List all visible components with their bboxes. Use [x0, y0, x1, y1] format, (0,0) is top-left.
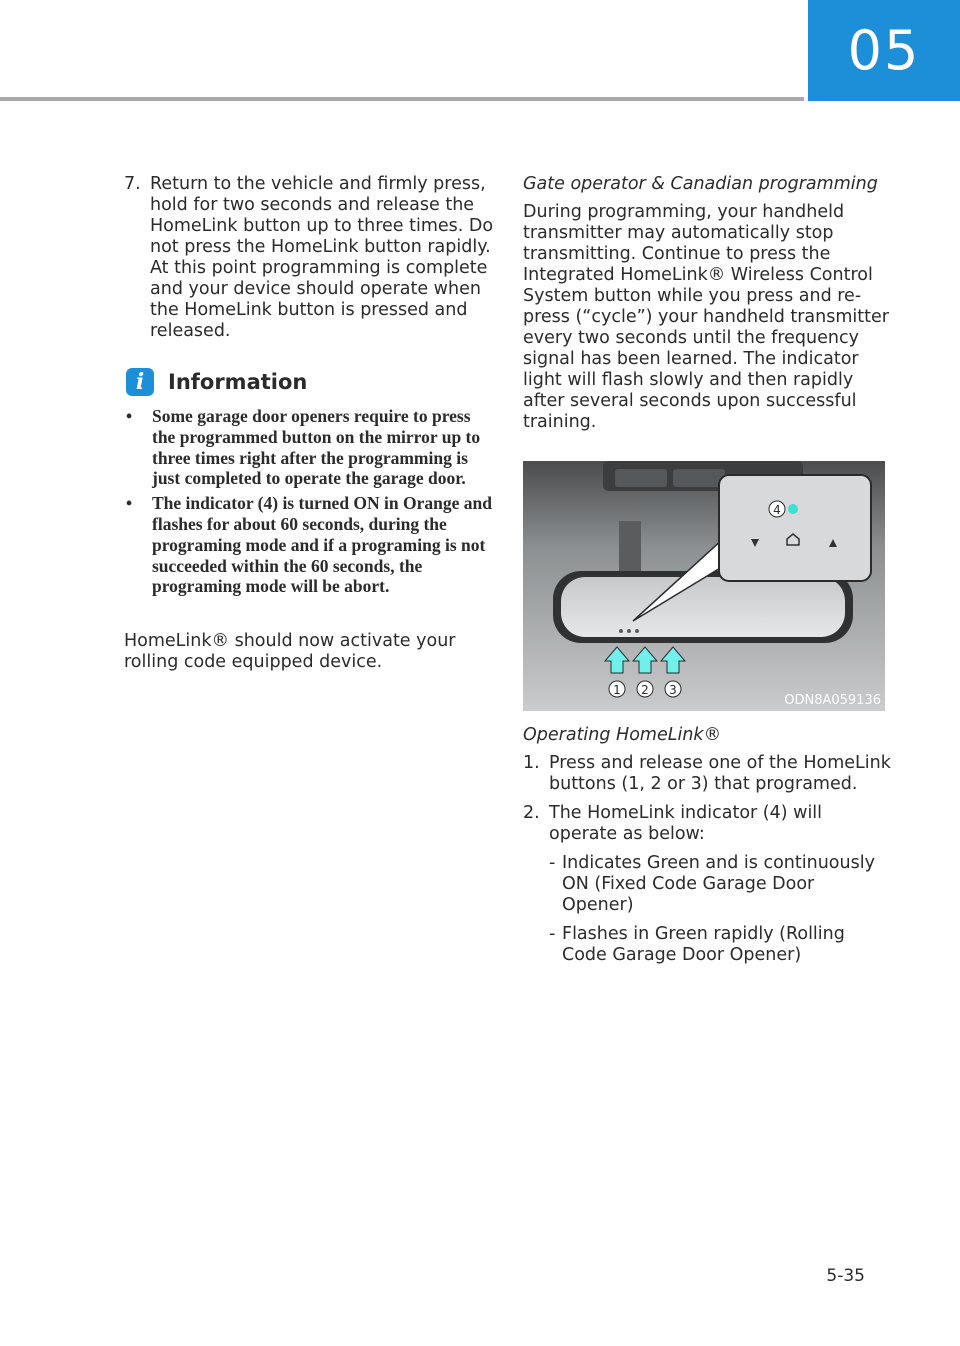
operating-step [523, 803, 891, 845]
information-list [124, 406, 496, 597]
chapter-tab: 05 [808, 0, 960, 101]
step-text: Return to the vehicle and firmly press, hold for two seconds and release the HomeLink button up to three times. Do not press the HomeLink button rapidly. At this point programming is complete and your device should operate when the HomeLink button is pressed and released. [150, 174, 494, 341]
operating-heading: Operating HomeLink® [523, 725, 722, 745]
homelink-button-dot [619, 629, 623, 633]
console-button [673, 469, 725, 487]
left-column [124, 174, 496, 673]
bullet-icon: • [126, 493, 133, 514]
figure-code: ODN8A059136 [784, 693, 881, 708]
label-3: 3 [669, 683, 677, 697]
list-item [523, 853, 891, 916]
step-text: The HomeLink indicator (4) will operate as below: [549, 803, 823, 844]
sub-item-text: Indicates Green and is continuously ON (Fixed Code Garage Door Opener) [562, 853, 875, 915]
bullet-icon: • [126, 406, 133, 426]
label-4: 4 [773, 503, 781, 517]
closing-paragraph: HomeLink® should now activate your rolling code equipped device. [124, 631, 456, 673]
homelink-button-dot [627, 629, 631, 633]
homelink-mirror-figure [523, 461, 885, 711]
homelink-button-dot [635, 629, 639, 633]
label-1: 1 [613, 683, 621, 697]
step-number: 2. [523, 803, 540, 823]
callout-box [719, 475, 871, 581]
homelink-indicator [788, 504, 798, 514]
information-icon: i [126, 368, 154, 396]
step-7 [124, 174, 496, 342]
console-button [615, 469, 667, 487]
dash-marker: - [549, 853, 556, 873]
list-item [523, 924, 891, 966]
operating-step [523, 753, 891, 795]
information-header [124, 368, 496, 396]
list-item [124, 406, 496, 489]
page-number: 5-35 [826, 1266, 865, 1286]
right-column [523, 174, 891, 974]
step-number: 1. [523, 753, 540, 773]
mirror-glass [561, 577, 845, 637]
dash-marker: - [549, 924, 556, 944]
information-title: Information [168, 369, 308, 394]
sub-item-text: Flashes in Green rapidly (Rolling Code Garage Door Opener) [562, 924, 845, 965]
mirror-illustration [523, 461, 885, 711]
list-item [124, 493, 496, 597]
bullet-text: The indicator (4) is turned ON in Orange and flashes for about 60 seconds, during the programing mode and if a programing is not succeeded within the 60 seconds, the programing mode will be abort. [152, 493, 492, 597]
bullet-text: Some garage door openers require to press the programmed button on the mirror up to three times right after the programming is just completed to operate the garage door. [152, 406, 481, 489]
step-text: Press and release one of the HomeLink buttons (1, 2 or 3) that programed. [549, 753, 891, 794]
gate-operator-heading: Gate operator & Canadian programming [523, 174, 878, 194]
header-rule [0, 97, 804, 101]
gate-operator-text: During programming, your handheld transmitter may automatically stop transmitting. Continue to press the Integrated HomeLink® Wireless Control System button while you press and re-press (“cycle”) your handheld transmitter every two seconds until the frequency signal has been learned. The indicator light will flash slowly and then rapidly after several seconds upon successful training. [523, 202, 889, 432]
label-2: 2 [641, 683, 649, 697]
step-number: 7. [124, 174, 141, 194]
